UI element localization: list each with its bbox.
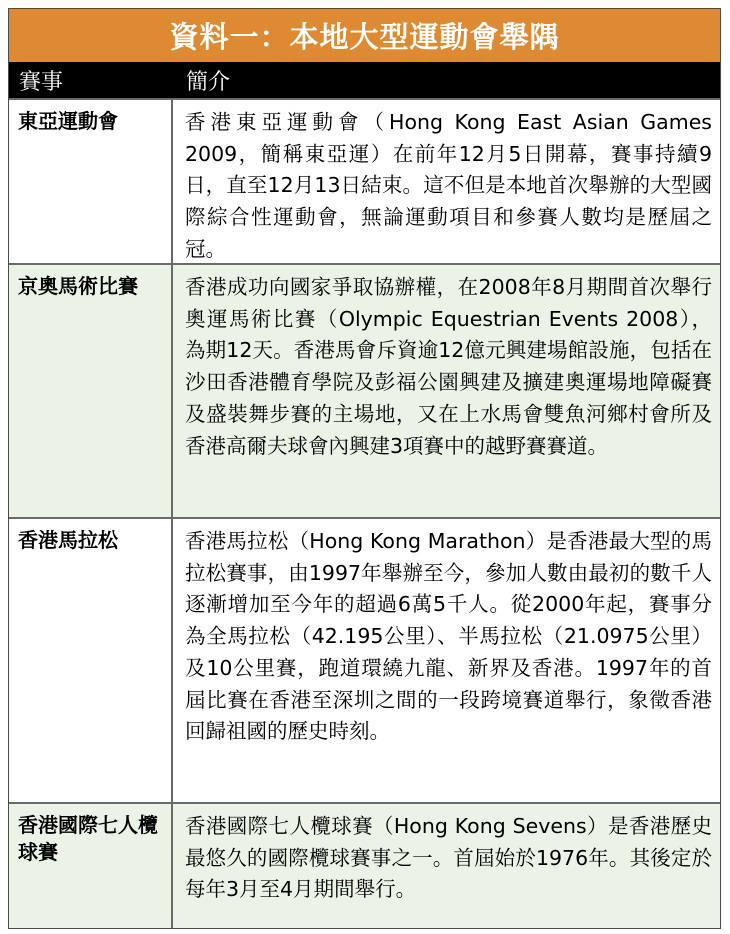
info-table [8, 8, 721, 929]
event-name: 東亞運動會 [9, 100, 173, 263]
event-description: 香港國際七人欖球賽（Hong Kong Sevens）是香港歷史最悠久的國際欖球賽事之一。首屆始於1976年。其後定於每年3月至4月期間舉行。 [185, 814, 712, 902]
event-name: 京奧馬術比賽 [9, 265, 173, 517]
event-description: 香港成功向國家爭取協辦權，在2008年8月期間首次舉行奧運馬術比賽（Olympic Equestrian Events 2008），為期12天。香港馬會斥資逾12億元興建場館設施，包括在沙田香港體育學院及彭福公園興建及擴建奧運場地障礙賽及盛裝舞步賽的主場地，又在上水馬會雙魚河鄉村會所及香港高爾夫球會內興建3項賽中的越野賽賽道。 [185, 275, 712, 458]
event-description: 香港東亞運動會（Hong Kong East Asian Games 2009，簡稱東亞運）在前年12月5日開幕，賽事持續9日，直至12月13日結束。這不但是本地首次舉辦的大型國際綜合性運動會，無論運動項目和參賽人數均是歷屆之冠。 [185, 110, 712, 261]
event-name: 香港國際七人欖球賽 [9, 804, 173, 928]
header-description: 簡介 [186, 69, 231, 95]
event-description: 香港馬拉松（Hong Kong Marathon）是香港最大型的馬拉松賽事，由1997年舉辦至今，參加人數由最初的數千人逐漸增加至今年的超過6萬5千人。從2000年起，賽事分為全馬拉松（42.195公里）、半馬拉松（21.0975公里）及10公里賽，跑道環繞九龍、新界及香港。1997年的首屆比賽在香港至深圳之間的一段跨境賽道舉行，象徵香港回歸祖國的歷史時刻。 [185, 529, 712, 744]
table-row [9, 263, 720, 517]
table-title: 資料一：本地大型運動會舉隅 [9, 9, 720, 62]
header-event: 賽事 [19, 69, 64, 95]
table-row [9, 98, 720, 263]
table-row [9, 517, 720, 802]
event-name: 香港馬拉松 [9, 519, 173, 802]
table-header [9, 62, 720, 98]
table-row [9, 802, 720, 928]
